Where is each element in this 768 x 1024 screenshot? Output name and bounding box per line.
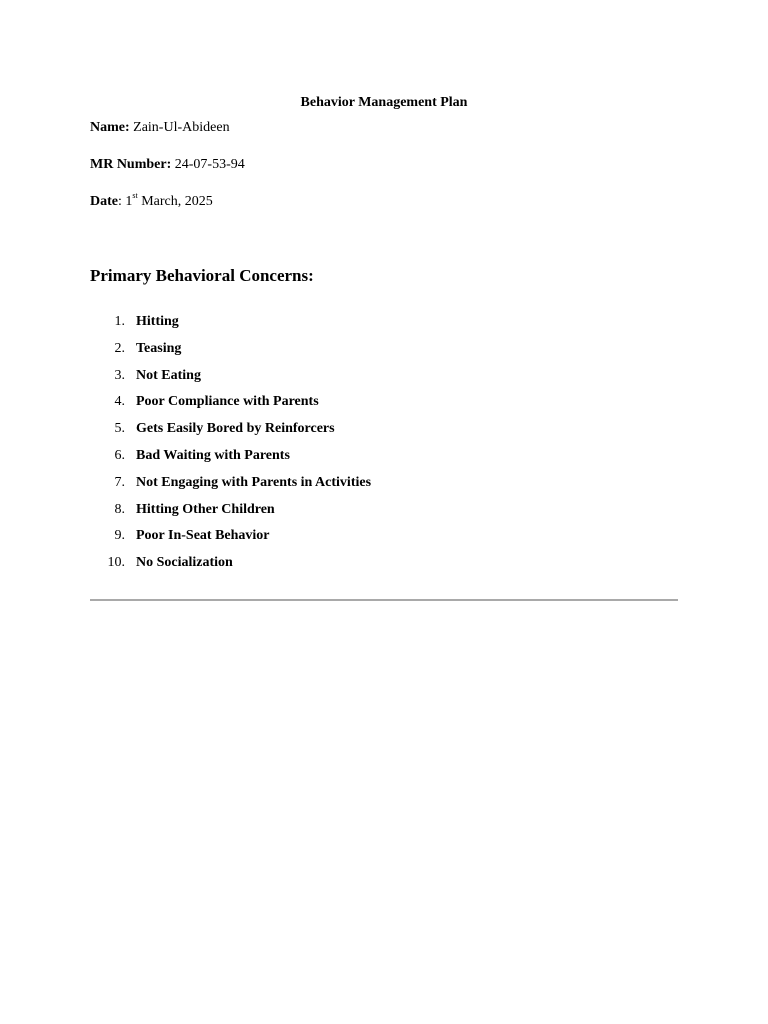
list-item-text: Poor In-Seat Behavior [136, 528, 270, 544]
list-item-number: 7. [114, 474, 125, 490]
date-rest: March, 2025 [141, 194, 213, 209]
date-label: Date [90, 194, 118, 209]
name-label: Name: [90, 120, 130, 135]
list-item-number: 2. [114, 340, 125, 356]
date-field [90, 193, 213, 211]
date-day: 1 [125, 194, 133, 209]
list-item-text: Bad Waiting with Parents [136, 447, 290, 463]
list-item-number: 5. [114, 421, 125, 437]
mr-number-field [90, 156, 245, 174]
date-day-suffix: st [132, 191, 138, 201]
list-item-number: 1. [114, 314, 125, 329]
name-field [90, 119, 230, 137]
list-item-text: Hitting [136, 314, 179, 329]
list-item-number: 9. [114, 528, 125, 544]
name-value: Zain-Ul-Abideen [133, 120, 230, 135]
concerns-heading: Primary Behavioral Concerns: [90, 266, 314, 285]
document-title: Behavior Management Plan [300, 95, 468, 110]
list-item-number: 10. [107, 555, 125, 571]
horizontal-divider [90, 599, 678, 601]
list-item-number: 6. [114, 447, 125, 463]
list-item-number: 3. [114, 367, 125, 383]
list-item-text: Not Engaging with Parents in Activities [136, 474, 372, 490]
mr-number-label: MR Number: [90, 157, 172, 172]
list-item-text: Not Eating [136, 367, 201, 383]
list-item-text: Poor Compliance with Parents [136, 394, 319, 410]
list-item-text: No Socialization [136, 555, 233, 571]
mr-number-value: 24-07-53-94 [174, 157, 245, 172]
list-item-number: 8. [114, 501, 125, 517]
list-item-text: Teasing [136, 340, 182, 356]
list-item-number: 4. [114, 394, 125, 410]
list-item-text: Gets Easily Bored by Reinforcers [136, 421, 335, 437]
list-item-text: Hitting Other Children [136, 501, 275, 517]
date-separator: : [118, 194, 122, 209]
